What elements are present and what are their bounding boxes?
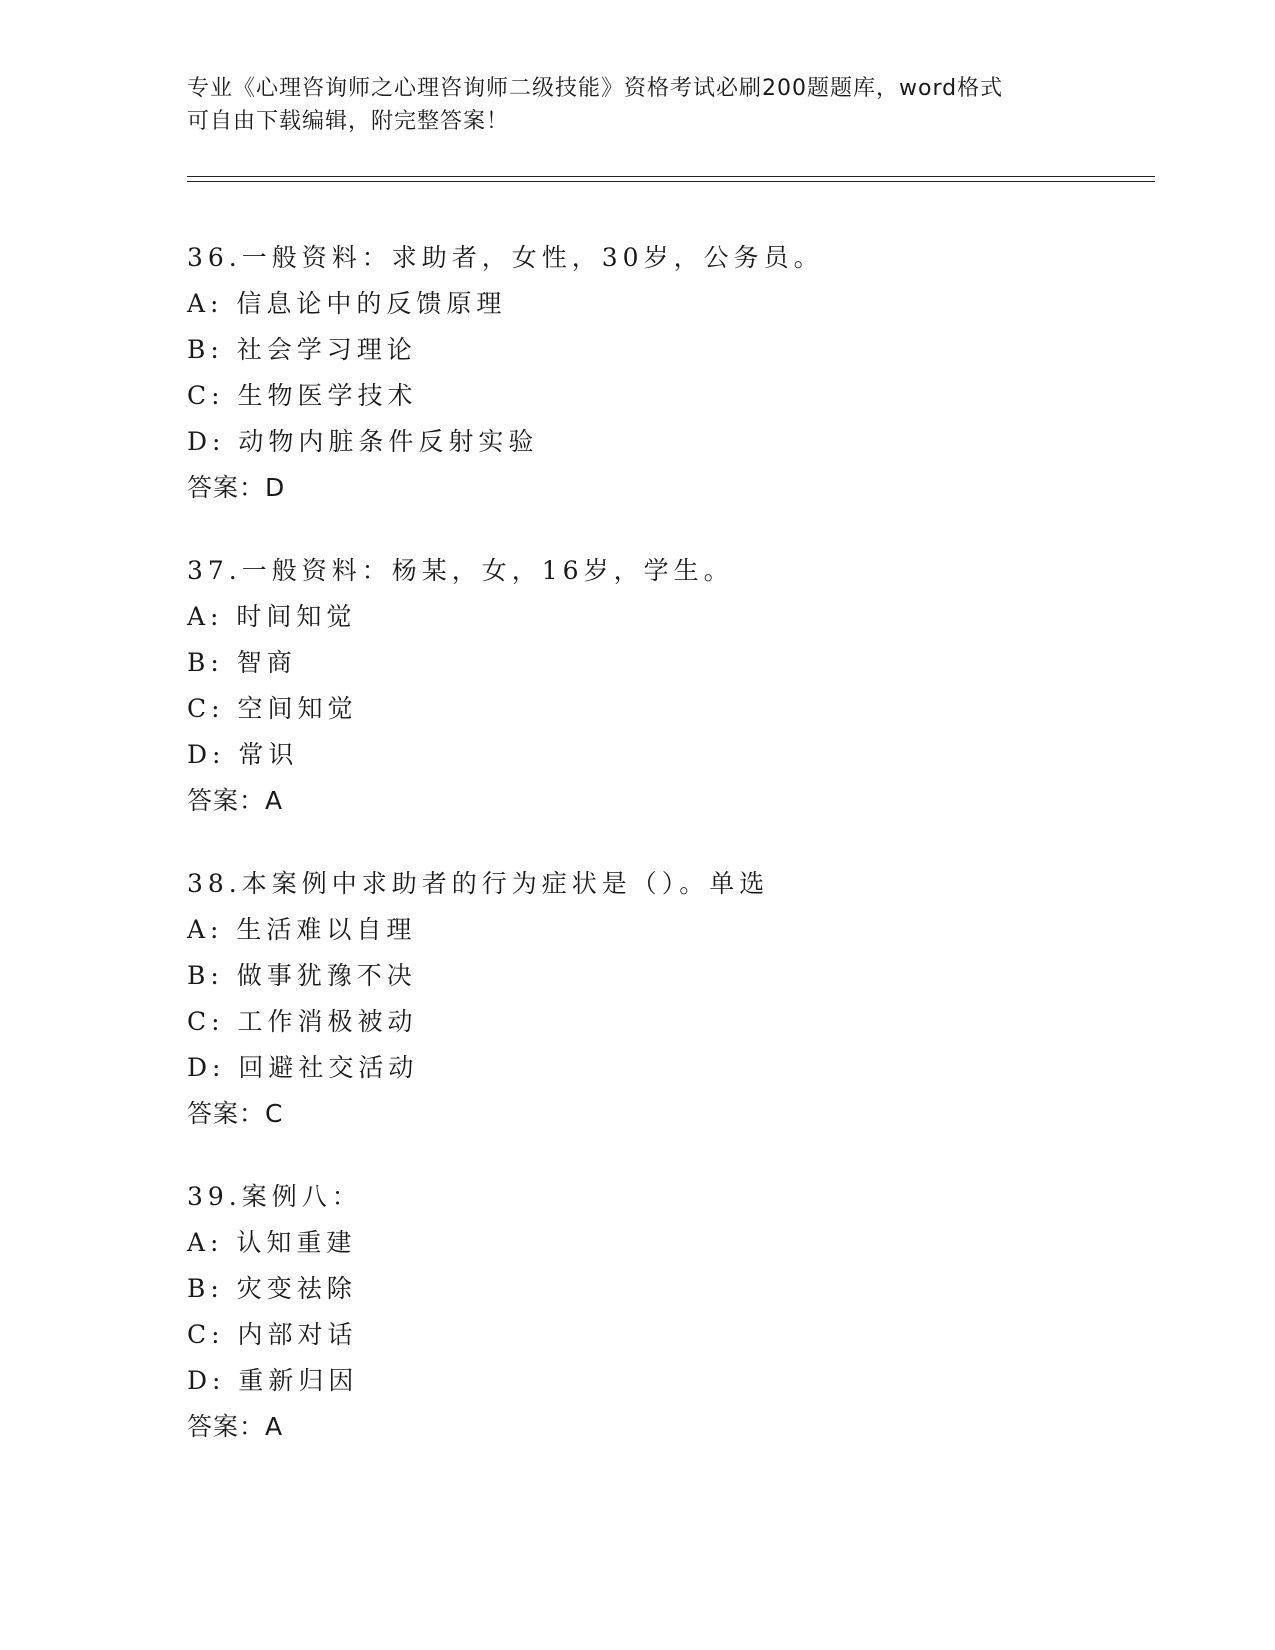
question-list	[187, 235, 1137, 1487]
option-c: C: 生物医学技术	[187, 381, 418, 410]
question-stem: 38.本案例中求助者的行为症状是（）。单选	[187, 869, 770, 898]
option-b: B: 社会学习理论	[187, 335, 417, 364]
question-stem: 36.一般资料：求助者，女性，30岁，公务员。	[187, 243, 824, 272]
question-stem: 37.一般资料：杨某，女，16岁，学生。	[187, 556, 734, 585]
answer: 答案：A	[187, 1412, 284, 1441]
option-b: B: 灾变祛除	[187, 1274, 357, 1303]
question-38	[187, 861, 1137, 1137]
option-a: A: 生活难以自理	[187, 915, 417, 944]
option-a: A: 认知重建	[187, 1228, 357, 1257]
option-d: D: 回避社交活动	[187, 1053, 419, 1082]
option-d: D: 常识	[187, 740, 299, 769]
option-c: C: 空间知觉	[187, 694, 358, 723]
option-c: C: 工作消极被动	[187, 1007, 418, 1036]
document-header	[187, 72, 1087, 138]
header-divider-bottom	[187, 181, 1155, 182]
option-b: B: 智商	[187, 648, 297, 677]
header-line-1: 专业《心理咨询师之心理咨询师二级技能》资格考试必刷200题题库，word格式	[187, 76, 1004, 101]
question-stem: 39.案例八：	[187, 1182, 362, 1211]
header-line-2: 可自由下载编辑，附完整答案！	[187, 109, 510, 134]
option-c: C: 内部对话	[187, 1320, 358, 1349]
option-d: D: 动物内脏条件反射实验	[187, 427, 539, 456]
question-36	[187, 235, 1137, 511]
answer: 答案：A	[187, 786, 284, 815]
answer: 答案：D	[187, 473, 286, 502]
question-39	[187, 1174, 1137, 1450]
question-37	[187, 548, 1137, 824]
option-a: A: 信息论中的反馈原理	[187, 289, 507, 318]
option-b: B: 做事犹豫不决	[187, 961, 417, 990]
option-d: D: 重新归因	[187, 1366, 359, 1395]
header-divider-top	[187, 176, 1155, 177]
answer: 答案：C	[187, 1099, 284, 1128]
option-a: A: 时间知觉	[187, 602, 357, 631]
